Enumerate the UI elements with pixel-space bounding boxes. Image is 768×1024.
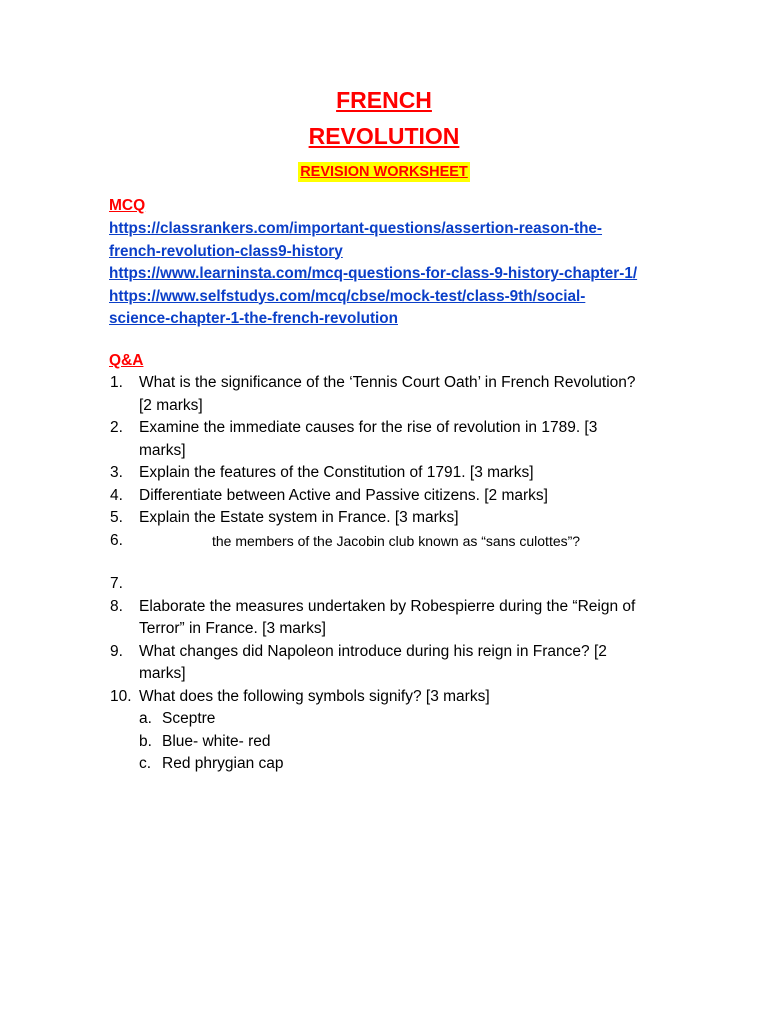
symbol-item: [110, 753, 690, 776]
title-line-2: REVOLUTION: [308, 123, 460, 149]
subtitle: REVISION WORKSHEET: [300, 164, 468, 180]
subtitle-wrap: [0, 162, 768, 182]
question-line: the members of the Jacobin club known as “sans culottes”?: [212, 532, 581, 549]
question-item: [110, 507, 690, 530]
question-item: [110, 641, 690, 686]
question-number: 8.: [110, 597, 123, 615]
question-line: Explain the Estate system in France. [3 marks]: [139, 509, 459, 526]
link-learninsta[interactable]: https://www.learninsta.com/mcq-questions-for-class-9-history-chapter-1/: [109, 265, 638, 282]
question-item: [110, 686, 690, 709]
question-line: What does the following symbols signify? [3 marks]: [139, 687, 490, 705]
question-item: [110, 573, 690, 596]
mcq-heading: MCQ: [109, 197, 146, 214]
question-line: marks]: [139, 441, 186, 459]
link-classrankers-line1[interactable]: https://classrankers.com/important-questions/assertion-reason-the-: [109, 220, 603, 237]
link-classrankers-line2[interactable]: french-revolution-class9-history: [109, 242, 343, 260]
question-list: [110, 372, 690, 776]
question-number: 3.: [110, 464, 123, 481]
question-line: [139, 573, 690, 596]
question-number: 4.: [110, 486, 123, 504]
question-item: [110, 530, 690, 553]
symbol-item: [110, 708, 690, 731]
question-line: Elaborate the measures undertaken by Robespierre during the “Reign of: [139, 597, 636, 615]
symbol-text: Sceptre: [162, 710, 216, 727]
link-selfstudys-line1[interactable]: https://www.selfstudys.com/mcq/cbse/mock-test/class-9th/social-: [109, 287, 586, 305]
question-line: Differentiate between Active and Passive citizens. [2 marks]: [139, 486, 548, 504]
question-item: [110, 485, 690, 508]
question-line: Examine the immediate causes for the rise of revolution in 1789. [3: [139, 419, 598, 436]
question-number: 1.: [110, 374, 123, 391]
question-line: [2 marks]: [139, 396, 203, 414]
question-line: What changes did Napoleon introduce during his reign in France? [2: [139, 642, 607, 660]
mcq-links: [109, 218, 709, 331]
symbol-letter: a.: [139, 710, 152, 727]
question-line: Terror” in France. [3 marks]: [139, 620, 326, 637]
question-number: 9.: [110, 642, 123, 660]
question-item: [110, 462, 690, 485]
qa-heading: Q&A: [109, 352, 144, 369]
symbol-letter: b.: [139, 732, 152, 750]
question-line: marks]: [139, 665, 186, 682]
question-number: 2.: [110, 419, 123, 436]
link-selfstudys-line2[interactable]: science-chapter-1-the-french-revolution: [109, 310, 398, 327]
symbol-item: [110, 731, 690, 754]
question-number: 10.: [110, 687, 132, 705]
question-item: [110, 417, 690, 462]
question-item: [110, 596, 690, 641]
symbol-letter: c.: [139, 755, 152, 772]
symbol-text: Red phrygian cap: [162, 755, 284, 772]
question-item: [110, 372, 690, 417]
question-number: 6.: [110, 531, 123, 549]
symbol-text: Blue- white- red: [162, 732, 271, 750]
question-line: What is the significance of the ‘Tennis Court Oath’ in French Revolution?: [139, 374, 636, 391]
question-line: Explain the features of the Constitution of 1791. [3 marks]: [139, 464, 534, 481]
question-number: 7.: [110, 575, 123, 592]
title-line-1: FRENCH: [336, 87, 432, 113]
question-number: 5.: [110, 509, 123, 526]
